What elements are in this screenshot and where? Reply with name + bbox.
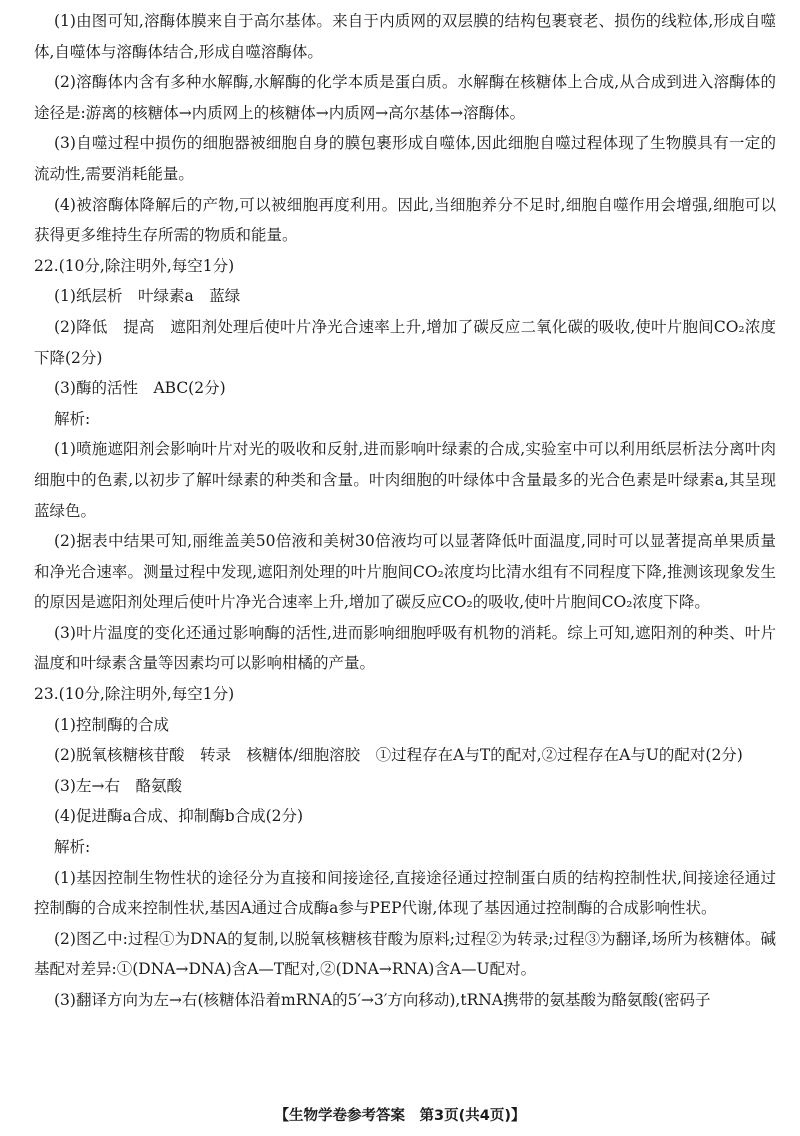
q23-analysis-3: (3)翻译方向为左→右(核糖体沿着mRNA的5′→3′方向移动),tRNA携带的氨基酸为酪氨酸(密码子 bbox=[54, 991, 711, 1009]
q22-analysis-1: (1)喷施遮阳剂会影响叶片对光的吸收和反射,进而影响叶绿素的合成,实验室中可以利用纸层析法分离叶肉细胞中的色素,以初步了解叶绿素的种类和含量。叶肉细胞的叶绿体中含量最多的光合色素是叶绿素a,其呈现蓝绿色。 bbox=[34, 440, 776, 520]
q22-analysis-3: (3)叶片温度的变化还通过影响酶的活性,进而影响细胞呼吸有机物的消耗。综上可知,遮阳剂的种类、叶片温度和叶绿素含量等因素均可以影响柑橘的产量。 bbox=[34, 623, 776, 673]
q22-answer-3: (3)酶的活性 ABC(2分) bbox=[54, 379, 226, 398]
q23-answer-4: (4)促进酶a合成、抑制酶b合成(2分) bbox=[54, 807, 304, 826]
q22-header: 22.(10分,除注明外,每空1分) bbox=[34, 256, 235, 275]
q23-answer-1: (1)控制酶的合成 bbox=[54, 715, 169, 734]
q21-explain-3: (3)自噬过程中损伤的细胞器被细胞自身的膜包裹形成自噬体,因此细胞自噬过程体现了生物膜具有一定的流动性,需要消耗能量。 bbox=[34, 134, 776, 183]
q23-analysis-2: (2)图乙中:过程①为DNA的复制,以脱氧核糖核苷酸为原料;过程②为转录;过程③为翻译,场所为核糖体。碱基配对差异:①(DNA→DNA)含A—T配对,②(DNA→RNA)含A—U配对。 bbox=[34, 929, 776, 979]
q22-analysis-label: 解析: bbox=[54, 409, 91, 428]
q23-header: 23.(10分,除注明外,每空1分) bbox=[34, 685, 235, 704]
q23-analysis-label: 解析: bbox=[54, 838, 91, 857]
q23-analysis-1: (1)基因控制生物性状的途径分为直接和间接途径,直接途径通过控制蛋白质的结构控制性状,间接途径通过控制酶的合成来控制性状,基因A通过合成酶a参与PEP代谢,体现了基因通过控制酶的合成影响性状。 bbox=[34, 868, 776, 918]
q21-explain-2: (2)溶酶体内含有多种水解酶,水解酶的化学本质是蛋白质。水解酶在核糖体上合成,从合成到进入溶酶体的途径是:游离的核糖体→内质网上的核糖体→内质网→高尔基体→溶酶体。 bbox=[34, 73, 776, 122]
q22-answer-1: (1)纸层析 叶绿素a 蓝绿 bbox=[54, 287, 241, 306]
q22-answer-2: (2)降低 提高 遮阳剂处理后使叶片净光合速率上升,增加了碳反应二氧化碳的吸收,使叶片胞间CO₂浓度下降(2分) bbox=[34, 317, 776, 367]
q21-explain-4: (4)被溶酶体降解后的产物,可以被细胞再度利用。因此,当细胞养分不足时,细胞自噬作用会增强,细胞可以获得更多维持生存所需的物质和能量。 bbox=[34, 195, 776, 245]
answer-page bbox=[34, 6, 776, 1016]
q23-answer-2: (2)脱氧核糖核苷酸 转录 核糖体/细胞溶胶 ①过程存在A与T的配对,②过程存在A与U的配对(2分) bbox=[54, 746, 743, 765]
q23-answer-3: (3)左→右 酪氨酸 bbox=[54, 776, 182, 795]
page-footer: 【生物学卷参考答案 第3页(共4页)】 bbox=[274, 1108, 526, 1124]
q21-explain-1: (1)由图可知,溶酶体膜来自于高尔基体。来自于内质网的双层膜的结构包裹衰老、损伤的线粒体,形成自噬体,自噬体与溶酶体结合,形成自噬溶酶体。 bbox=[34, 12, 776, 61]
q22-analysis-2: (2)据表中结果可知,丽维盖美50倍液和美树30倍液均可以显著降低叶面温度,同时可以显著提高单果质量和净光合速率。测量过程中发现,遮阳剂处理的叶片胞间CO₂浓度均比清水组有不同程度下降,推测该现象发生的原因是遮阳剂处理后使叶片净光合速率上升,增加了碳反应CO₂的吸收,使叶片胞间CO₂浓度下降。 bbox=[34, 532, 776, 612]
